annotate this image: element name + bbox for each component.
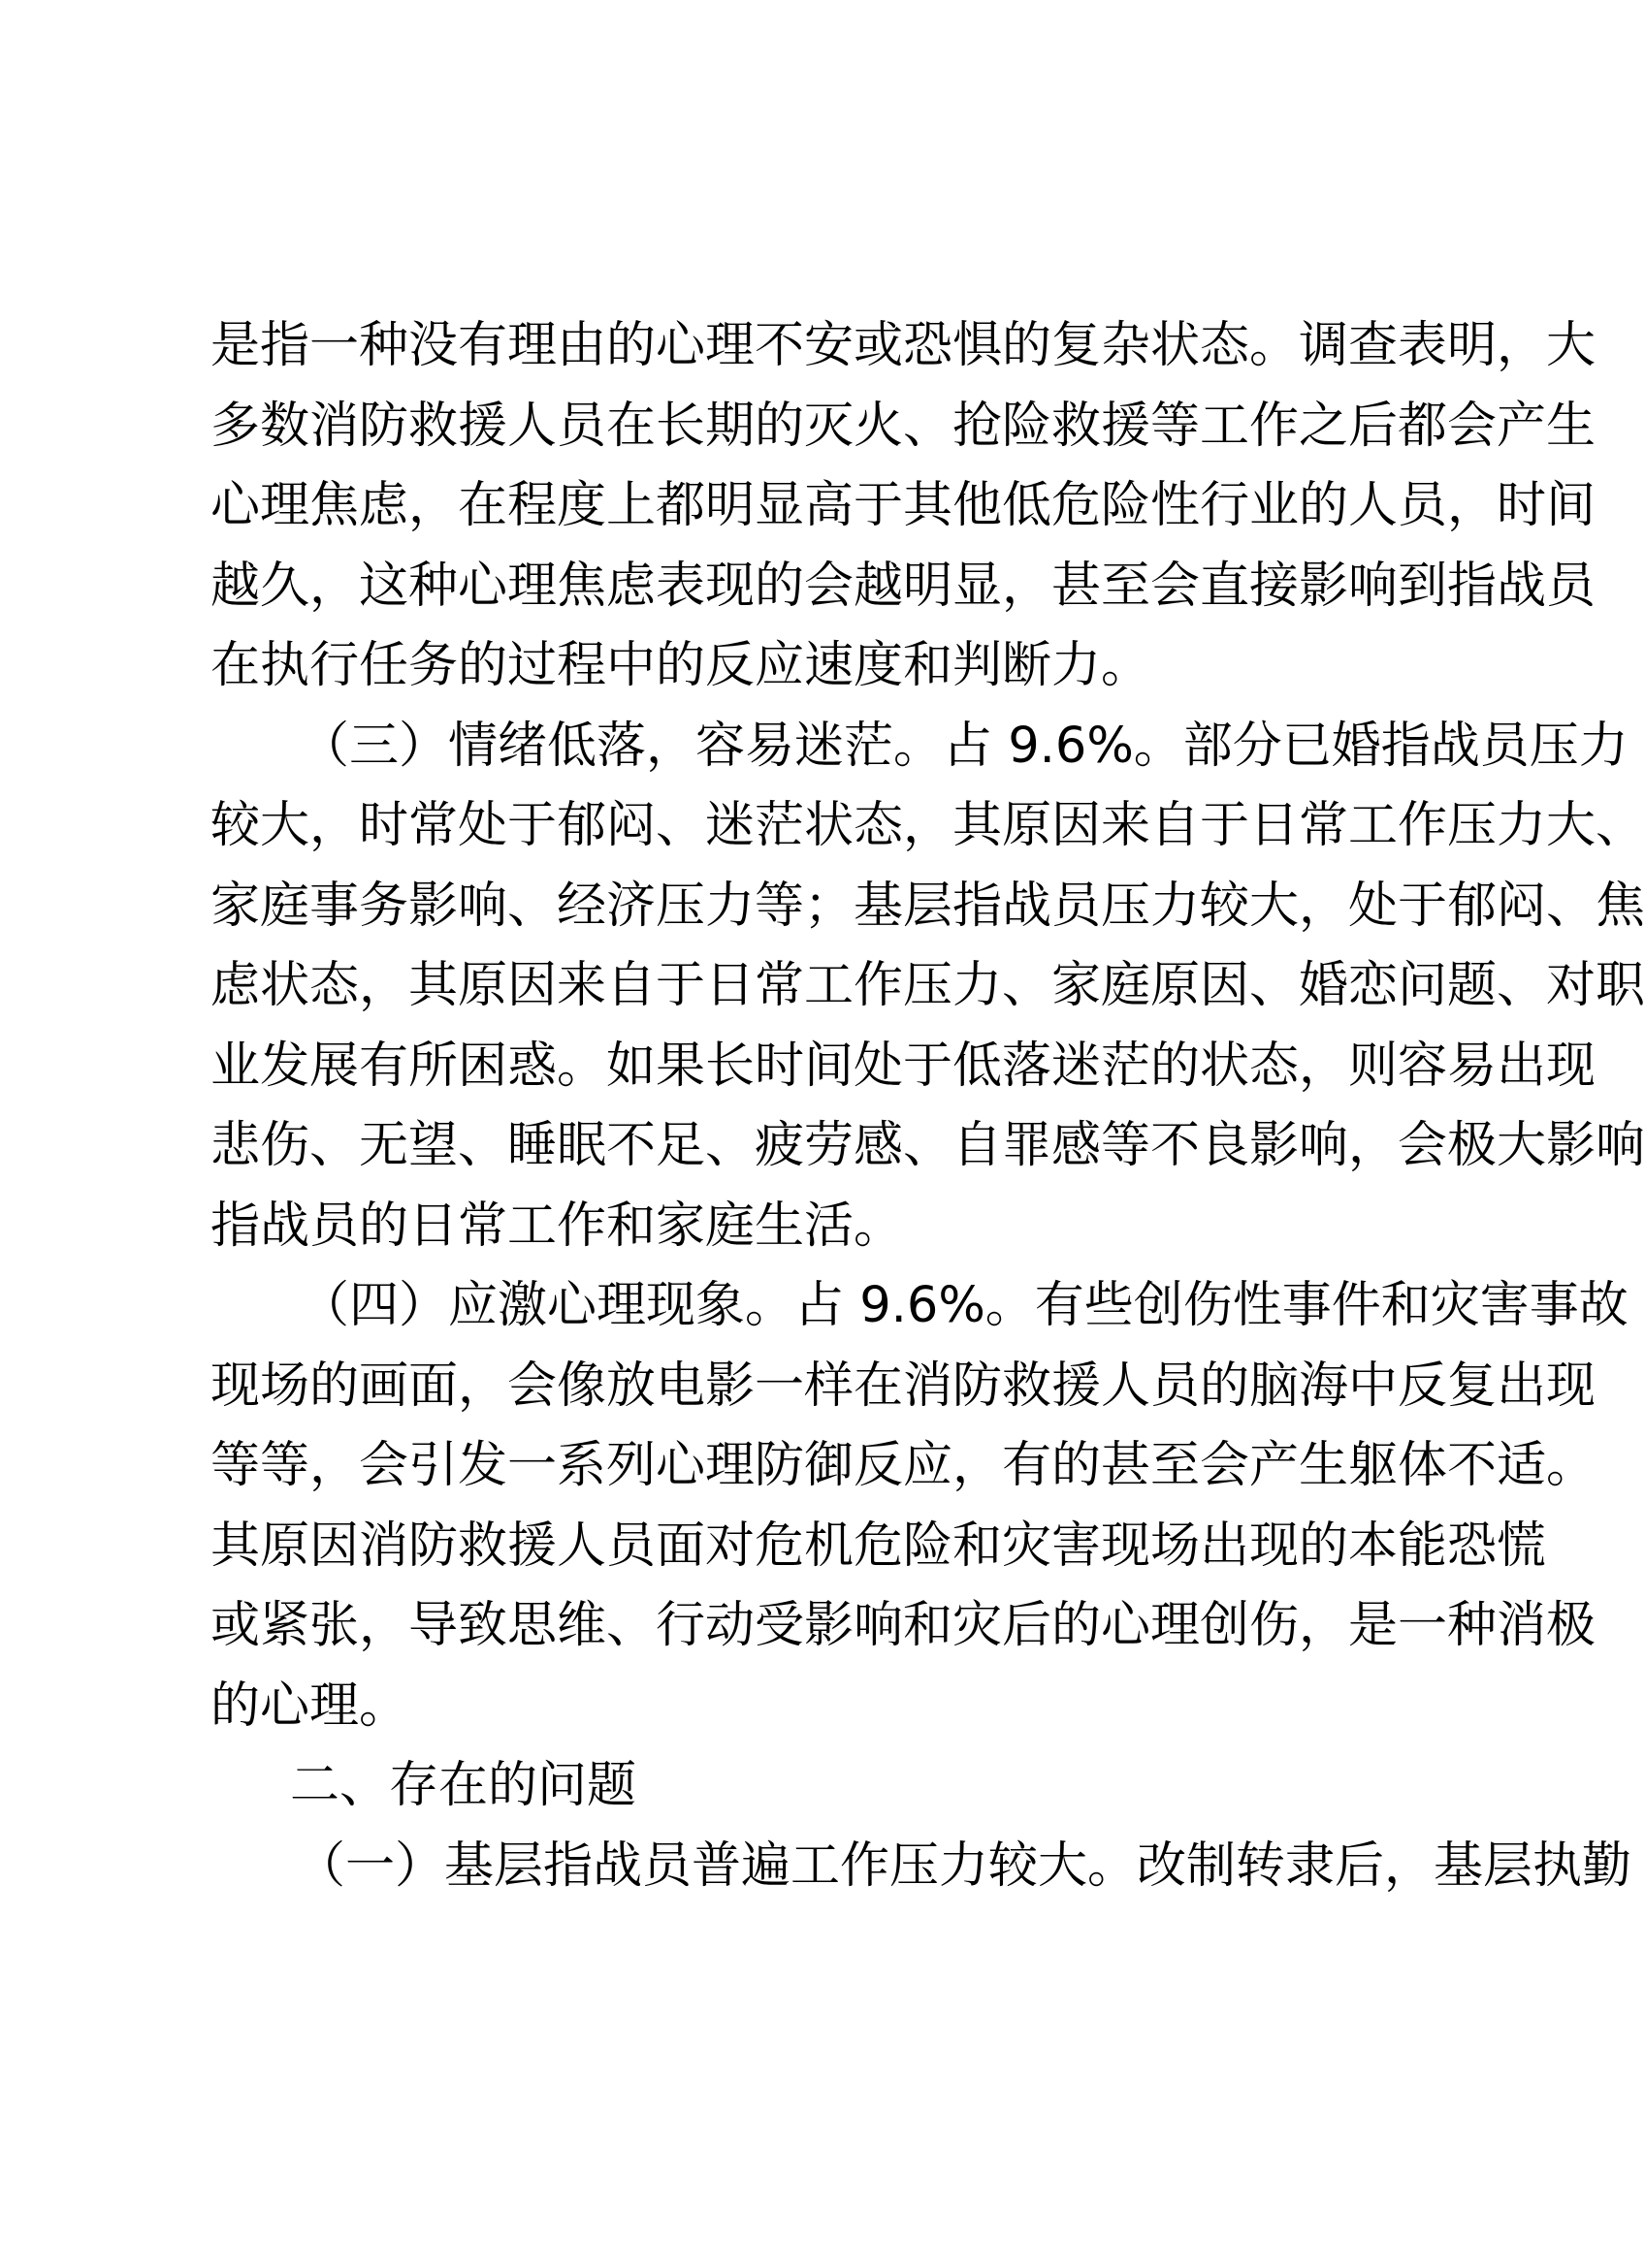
paragraph-anxiety-continuation: [210, 306, 1597, 707]
paragraph-problem-1: [210, 1827, 1632, 1907]
text-line: 二、存在的问题: [290, 1757, 637, 1814]
text-line: 虑状态，其原因来自于日常工作压力、家庭原因、婚恋问题、对职: [210, 957, 1645, 1014]
text-line: 其原因消防救援人员面对危机危险和灾害现场出现的本能恐慌: [210, 1517, 1547, 1575]
text-line: 的心理。: [210, 1677, 409, 1735]
text-line: 是指一种没有理由的心理不安或恐惧的复杂状态。调查表明，大: [210, 317, 1597, 374]
paragraph-section-4: [210, 1266, 1629, 1746]
paragraph-section-3: [210, 707, 1645, 1267]
text-line: 家庭事务影响、经济压力等；基层指战员压力较大，处于郁闷、焦: [210, 877, 1645, 935]
text-line: 较大，时常处于郁闷、迷茫状态，其原因来自于日常工作压力大、: [210, 797, 1645, 854]
text-line: （四）应激心理现象。占 9.6%。有些创伤性事件和灾害事故: [300, 1277, 1629, 1334]
text-line: 等等，会引发一系列心理防御反应，有的甚至会产生躯体不适。: [210, 1437, 1597, 1494]
text-line: 现场的画面，会像放电影一样在消防救援人员的脑海中反复出现: [210, 1357, 1597, 1415]
text-line: 或紧张，导致思维、行动受影响和灾后的心理创伤，是一种消极: [210, 1597, 1597, 1654]
text-line: 业发展有所困惑。如果长时间处于低落迷茫的状态，则容易出现: [210, 1037, 1597, 1095]
text-line: （三）情绪低落，容易迷茫。占 9.6%。部分已婚指战员压力: [300, 717, 1629, 775]
paragraph-heading-2: [210, 1746, 1405, 1827]
text-line: （一）基层指战员普遍工作压力较大。改制转隶后，基层执勤: [296, 1837, 1632, 1895]
text-line: 多数消防救援人员在长期的灭火、抢险救援等工作之后都会产生: [210, 397, 1597, 455]
text-line: 心理焦虑，在程度上都明显高于其他低危险性行业的人员，时间: [210, 477, 1597, 534]
text-line: 悲伤、无望、睡眠不足、疲劳感、自罪感等不良影响，会极大影响: [210, 1117, 1645, 1174]
text-line: 指战员的日常工作和家庭生活。: [210, 1197, 904, 1255]
text-line: 在执行任务的过程中的反应速度和判断力。: [210, 637, 1151, 694]
document-page: [210, 306, 1645, 1906]
text-line: 越久，这种心理焦虑表现的会越明显，甚至会直接影响到指战员: [210, 557, 1597, 615]
